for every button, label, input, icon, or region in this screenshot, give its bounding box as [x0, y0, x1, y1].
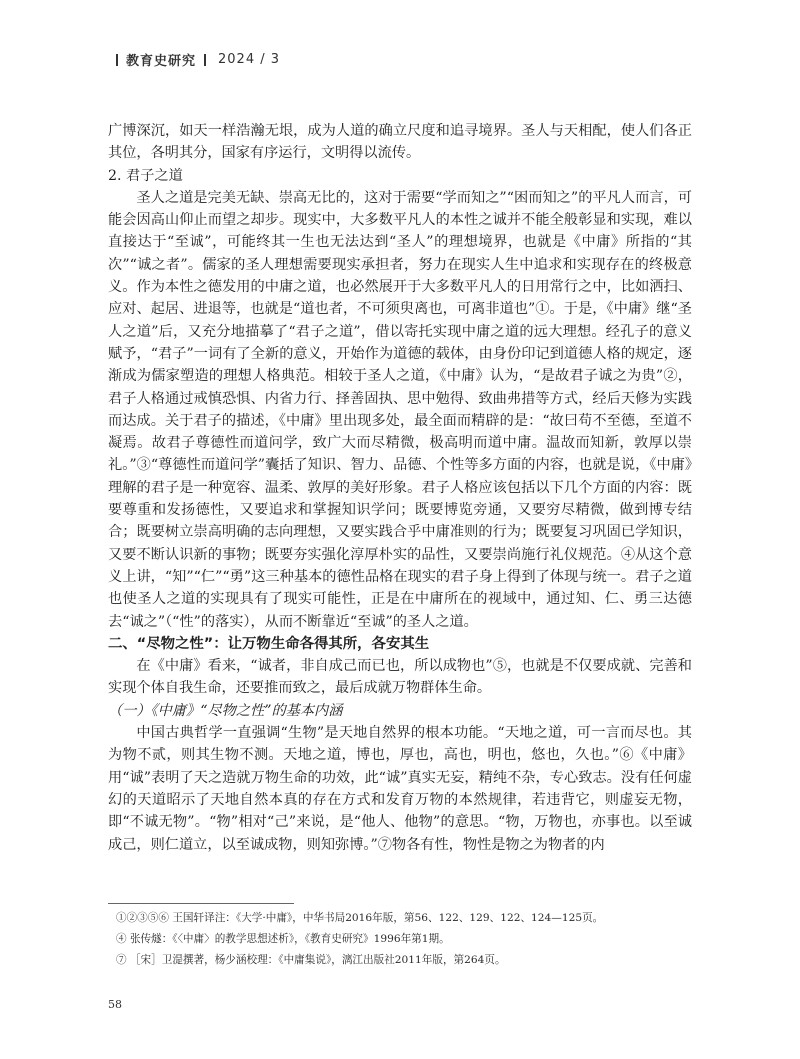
footnote-item: ⑦ ［宋］卫湜撰著，杨少涵校理：《中庸集说》，漓江出版社2011年版，第264页。 — [116, 954, 506, 966]
paragraph-1: 广博深沉，如天一样浩瀚无垠，成为人道的确立尺度和追寻境界。圣人与天相配，使人们各正其位，各明其分，国家有序运行，文明得以流传。 — [108, 123, 692, 162]
header-bar-right — [204, 54, 206, 66]
footnote-item: ④ 张传燧：《〈中庸〉的教学思想述析》，《教育史研究》1996年第1期。 — [116, 933, 450, 945]
subheading-junzi: 2. 君子之道 — [108, 167, 183, 184]
subheading-1: （一）《中庸》“尽物之性”的基本内涵 — [108, 702, 343, 719]
issue-number: 2024 / 3 — [218, 52, 281, 67]
section-heading-2: 二、“尽物之性”：让万物生命各得其所，各安其生 — [108, 635, 430, 652]
paragraph-3: 在《中庸》看来，“诚者，非自成己而已也，所以成物也”⑤，也就是不仅要成就、完善和实现个体自我生命，还要推而致之，最后成就万物群体生命。 — [108, 658, 692, 697]
header-bar-left — [116, 54, 118, 66]
paragraph-4: 中国古典哲学一直强调“生物”是天地自然界的根本功能。“天地之道，可一言而尽也。其为物不贰，则其生物不测。天地之道，博也，厚也，高也，明也，悠也，久也。”⑥《中庸》用“诚”表明了天之造就万物生命的功效，此“诚”真实无妄，精纯不杂，专心致志。没有任何虚幻的天道昭示了天地自然本真的存在方式和发育万物的本然规律，若违背它，则虚妄无物，即“不诚无物”。“物”相对“己”来说，是“他人、他物”的意思。“物，万物也，亦事也。以至诚成己，则仁道立，以至诚成物，则知弥博。”⑦物各有性，物性是物之为物者的内 — [108, 725, 692, 853]
page-number: 58 — [108, 998, 122, 1011]
footnote-item: ①②③⑤⑥ 王国轩译注：《大学·中庸》，中华书局2016年版，第56、122、129、122、124—125页。 — [116, 912, 604, 924]
footnotes — [116, 908, 692, 971]
footnote-rule — [108, 903, 294, 904]
paragraph-2: 圣人之道是完美无缺、崇高无比的，这对于需要“学而知之”“困而知之”的平凡人而言，可能会因高山仰止而望之却步。现实中，大多数平凡人的本性之诚并不能全般彰显和实现，难以直接达于“至诚”，可能终其一生也无法达到“圣人”的理想境界，也就是《中庸》所指的“其次”“诚之者”。儒家的圣人理想需要现实承担者，努力在现实人生中追求和实现存在的终极意义。作为本性之德发用的中庸之道，也必然展开于大多数平凡人的日用常行之中，比如洒扫、应对、起居、进退等，也就是“道也者，不可须臾离也，可离非道也”①。于是，《中庸》继“圣人之道”后，又充分地描摹了“君子之道”，借以寄托实现中庸之道的远大理想。经孔子的意义赋予，“君子”一词有了全新的意义，开始作为道德的载体，由身份印记到道德人格的规定，逐渐成为儒家塑造的理想人格典范。相较于圣人之道，《中庸》认为，“是故君子诚之为贵”②，君子人格通过戒慎恐惧、内省力行、择善固执、思中勉得、致曲弗措等方式，经后天修为实践而达成。关于君子的描述，《中庸》里出现多处，最全面而精辟的是：“故曰苟不至德，至道不凝焉。故君子尊德性而道问学，致广大而尽精微，极高明而道中庸。温故而知新，敦厚以崇礼。”③“尊德性而道问学”囊括了知识、智力、品德、个性等多方面的内容，也就是说，《中庸》理解的君子是一种宽容、温柔、敦厚的美好形象。君子人格应该包括以下几个方面的内容：既要尊重和发扬德性，又要追求和掌握知识学问；既要博览旁通，又要穷尽精微，做到博专结合；既要树立崇高明确的志向理想，又要实践合乎中庸准则的行为；既要复习巩固已学知识，又要不断认识新的事物；既要夯实强化淳厚朴实的品性，又要崇尚施行礼仪规范。④从这个意义上讲，“知”“仁”“勇”这三种基本的德性品格在现实的君子身上得到了体现与统一。君子之道也使圣人之道的实现具有了现实可能性，正是在中庸所在的视域中，通过知、仁、勇三达德去“诚之”（“性”的落实），从而不断靠近“至诚”的圣人之道。 — [108, 189, 692, 630]
running-header — [108, 50, 280, 69]
journal-title: 教育史研究 — [126, 54, 197, 69]
body-text — [108, 120, 692, 856]
